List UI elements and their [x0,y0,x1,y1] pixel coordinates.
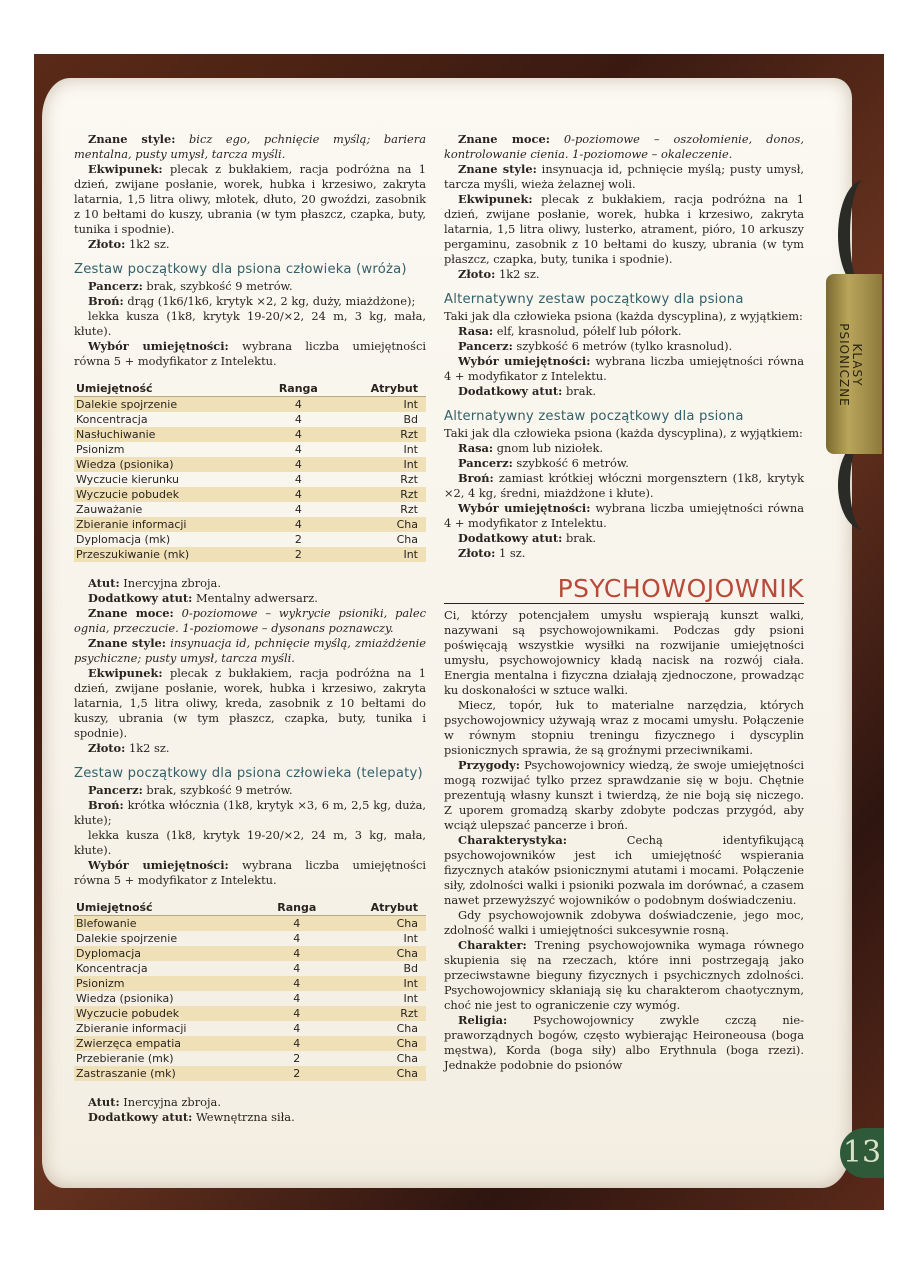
column-header: Ranga [262,900,332,916]
table-cell: Rzt [400,473,418,486]
table-cell: Zwierzęca empatia [74,1036,262,1051]
field-label: Znane style: [458,162,537,176]
table-cell: Cha [332,1066,426,1081]
table-cell: Nasłuchiwanie [74,427,264,442]
table-cell: Dyplomacja [74,946,262,961]
table-cell: Rzt [332,1006,426,1021]
section-heading: Zestaw początkowy dla psiona człowieka (telepaty) [74,766,423,781]
paragraph [444,531,804,546]
table-cell: Int [403,992,418,1005]
field-label: Złoto: [88,741,126,755]
field-value: insynuacja id, pchnięcie myślą, zmiażdżenie psychiczne; pusty umysł, tarcza myśli. [74,636,426,665]
field-label: Dodatkowy atut: [458,384,563,398]
table-cell: Zbieranie informacji [76,1022,187,1035]
field-value: wybrana liczba umiejętności równa 5 + modyfikator z Intelektu. [74,858,426,887]
table-cell: Rzt [333,427,426,442]
table-row [74,457,426,472]
table-cell: Cha [333,517,426,532]
table-cell: 4 [262,976,332,991]
left-column [74,132,426,1125]
field-label: Charakterystyka: [458,833,567,847]
paragraph [74,279,426,294]
paragraph [74,162,426,237]
paragraph [444,354,804,384]
table-cell: Psionizm [74,976,262,991]
field-value: 1k2 sz. [498,267,540,281]
paragraph [444,384,804,399]
table-cell: Przebieranie (mk) [76,1052,174,1065]
paragraph [74,1095,426,1110]
field-value: bicz ego, pchnięcie myślą; bariera mentalna, pusty umysł, tarcza myśli. [74,132,426,161]
table-row [74,1021,426,1036]
table-row [74,916,426,932]
table-cell: 2 [293,1052,301,1065]
field-value: Mentalny adwersarz. [195,591,318,605]
table-cell: Dyplomacja (mk) [76,533,171,546]
paragraph [74,741,426,756]
paragraph [444,132,804,162]
table-cell: Cha [396,1022,418,1035]
field-label: Rasa: [458,441,494,455]
field-label: Atut: [88,576,120,590]
field-value: wybrana liczba umiejętności równa 5 + modyfikator z Intelektu. [74,339,426,368]
field-label: Dodatkowy atut: [88,591,193,605]
paragraph [74,606,426,636]
field-value: Cechą identyfikującą psychowojowników jest ich umiejętność wspierania fizycznych ataków psionicznymi atutami i mocami. Połączenie siły, zdolności walki i psioniki pozwala im dorównać, a czasem nawet przewyższyć wojowników o podobnym doświadczeniu. [444,833,804,907]
table-cell: 4 [262,946,332,961]
table-cell: Dalekie spojrzenie [74,397,264,413]
section-heading: Zestaw początkowy dla psiona człowieka (wróża) [74,262,407,277]
table-cell: Zastraszanie (mk) [74,1066,262,1081]
paragraph [74,237,426,252]
paragraph [74,858,426,888]
table-cell: Wyczucie pobudek [74,487,264,502]
field-label: Dodatkowy atut: [88,1110,193,1124]
field-value: Inercyjna zbroja. [123,576,221,590]
paragraph [74,576,426,591]
field-value: 0-poziomowe – oszołomienie, donos, kontrolowanie cienia. 1-poziomowe – okaleczenie. [444,132,804,161]
field-value: wybrana liczba umiejętności równa 4 + modyfikator z Intelektu. [444,354,804,383]
class-title: PSYCHOWOJOWNIK [444,575,804,604]
field-label: Broń: [88,798,124,812]
table-cell: Dalekie spojrzenie [76,932,178,945]
table-cell: 4 [264,457,334,472]
table-cell: Int [403,443,418,456]
table-cell: Zauważanie [76,503,143,516]
table-row [74,991,426,1006]
skills-table [74,381,426,562]
column-header: Ranga [264,381,334,397]
paragraph: Miecz, topór, łuk to materialne narzędzia, których psychowojownicy używają wraz z mocami umysłu. Połączenie w równym stopniu treningu fizycznego i dyscyplin psionicznych sprawia, że są groźnymi przeciwnikami. [444,698,804,757]
field-label: Broń: [88,294,124,308]
table-cell: Cha [396,533,418,546]
paragraph [444,833,804,908]
table-cell: 4 [264,397,334,413]
table-row [74,931,426,946]
paragraph [444,501,804,531]
field-label: Wybór umiejętności: [458,501,591,515]
table-row [74,1006,426,1021]
table-cell: Cha [332,916,426,932]
field-label: Religia: [458,1013,508,1027]
table-row [74,532,426,547]
paragraph [444,192,804,267]
table-cell: 4 [262,916,332,932]
table-cell: 4 [294,473,302,486]
paragraph: lekka kusza (1k8, krytyk 19-20/×2, 24 m, 3 kg, mała, kłute). [74,309,426,338]
table-cell: 4 [264,427,334,442]
paragraph [444,546,804,561]
field-value: 1k2 sz. [128,237,170,251]
field-value: 0-poziomowe – wykrycie psioniki, palec ognia, przeczucie. 1-poziomowe – dysonans poznawczy. [74,606,426,635]
table-cell: 4 [264,517,334,532]
table-row [74,1066,426,1081]
field-label: Ekwipunek: [88,666,163,680]
field-value: Psychowojownicy wiedzą, że swoje umiejętności mogą rozwijać tylko przez sprawdzanie się w boju. Chętnie prezentują własny kunszt i twierdzą, że nie boją się niczego. Z uporem gromadzą skarby zdobyte podczas przygód, aby wciąż ulepszać pancerze i broń. [444,758,804,832]
field-label: Pancerz: [458,456,513,470]
skills-table [74,900,426,1081]
field-label: Charakter: [458,938,527,952]
paragraph [74,798,426,828]
table-cell: 2 [262,1066,332,1081]
table-cell: Int [403,932,418,945]
field-value: Inercyjna zbroja. [123,1095,221,1109]
table-cell: Rzt [400,503,418,516]
field-label: Znane style: [88,636,166,650]
table-row [74,502,426,517]
table-cell: Psionizm [76,443,125,456]
field-value: brak, szybkość 9 metrów. [146,783,293,797]
paragraph [444,456,804,471]
table-row [74,946,426,961]
field-value: gnom lub niziołek. [496,441,603,455]
paragraph: Gdy psychowojownik zdobywa doświadczenie, jego moc, zdolność walki i umiejętności sukcesywnie rosną. [444,908,804,937]
table-cell: 2 [294,533,302,546]
paragraph [444,938,804,1013]
table-cell: 4 [294,443,302,456]
table-cell: 2 [264,547,334,562]
paragraph [444,267,804,282]
field-label: Złoto: [458,267,496,281]
table-cell: 4 [293,962,301,975]
field-label: Dodatkowy atut: [458,531,563,545]
field-label: Broń: [458,471,494,485]
field-value: szybkość 6 metrów. [516,456,629,470]
field-label: Złoto: [88,237,126,251]
table-row [74,412,426,427]
field-label: Ekwipunek: [88,162,163,176]
field-value: insynuacja id, pchnięcie myślą; pusty umysł, tarcza myśli, wieża żelaznej woli. [444,162,805,191]
field-value: plecak z bukłakiem, racja podróżna na 1 dzień, zwijane posłanie, worek, hubka i krzesiwo, zakryta latarnia, 1,5 litra oliwy, lusterko, atrament, pióro, 10 arkuszy pergaminu, zasobnik z 10 bełtami do kuszy, ubrania (w tym płaszcz, czapka, buty, tunika i spodnie). [444,192,804,266]
paragraph: lekka kusza (1k8, krytyk 19-20/×2, 24 m, 3 kg, mała, kłute). [74,828,426,857]
paragraph [74,666,426,741]
table-cell: 4 [262,1006,332,1021]
paragraph [74,591,426,606]
field-label: Wybór umiejętności: [88,858,229,872]
field-value: brak. [565,531,597,545]
table-cell: Bd [403,962,418,975]
table-row [74,442,426,457]
paragraph [74,1110,426,1125]
field-value: krótka włócznia (1k8, krytyk ×3, 6 m, 2,5 kg, duża, kłute); [74,798,426,827]
table-row [74,427,426,442]
table-cell: 4 [294,503,302,516]
table-cell: Cha [332,1036,426,1051]
table-cell: Cha [332,946,426,961]
field-value: plecak z bukłakiem, racja podróżna na 1 dzień, zwijane posłanie, worek, hubka i krzesiwo, zakryta latarnia, 1,5 litra oliwy, kreda, zasobnik z 10 bełtami do kuszy, ubrania (w tym płaszcz, czapka, buty, tunika i spodnie). [74,666,427,740]
table-cell: 4 [293,992,301,1005]
page-number: 13 [840,1128,884,1178]
paragraph [444,758,804,833]
paragraph [74,783,426,798]
field-value: brak. [565,384,597,398]
table-cell: 4 [264,487,334,502]
table-cell: Int [333,457,426,472]
paragraph [444,324,804,339]
paragraph [74,132,426,162]
field-value: wybrana liczba umiejętności równa 4 + modyfikator z Intelektu. [444,501,804,530]
table-cell: 4 [262,1036,332,1051]
field-value: elf, krasnolud, półelf lub półork. [496,324,682,338]
column-header: Atrybut [333,381,426,397]
table-cell: Wyczucie kierunku [76,473,180,486]
paragraph: Taki jak dla człowieka psiona (każda dyscyplina), z wyjątkiem: [444,309,803,323]
field-label: Znane moce: [458,132,550,146]
field-label: Wybór umiejętności: [88,339,229,353]
field-value: Psychowojownicy zwykle czczą nie-praworządnych bogów, często wybierając Heironeousa (boga męstwa), Korda (boga siły) albo Erythnula (boga rzezi). Jednakże podobnie do psionów [444,1013,804,1072]
field-label: Pancerz: [88,279,143,293]
paragraph [444,339,804,354]
field-label: Złoto: [458,546,496,560]
field-value: brak, szybkość 9 metrów. [146,279,293,293]
field-value: 1k2 sz. [128,741,170,755]
table-cell: 4 [293,1022,301,1035]
paragraph: Ci, którzy potencjałem umysłu wspierają kunszt walki, nazywani są psychowojownikami. Podczas gdy psioni poświęcają wszystkie wysiłki na rozwijanie umiejętności umysłu, psychowojownicy kładą nacisk na rozwój ciała. Energia mentalna i fizyczna działają zjednoczone, prowadząc ku doskonałości w sztuce walki. [444,608,804,697]
table-cell: Koncentracja [76,962,148,975]
field-label: Pancerz: [458,339,513,353]
paragraph [74,294,426,309]
field-label: Znane moce: [88,606,174,620]
field-value: szybkość 6 metrów (tylko krasnolud). [516,339,733,353]
field-value: 1 sz. [498,546,526,560]
table-row [74,547,426,562]
field-label: Przygody: [458,758,521,772]
chapter-tab-label: KLASY PSIONICZNE [837,323,864,407]
column-header: Umiejętność [74,381,264,397]
table-cell: Bd [403,413,418,426]
field-value: zamiast krótkiej włóczni morgensztern (1k8, krytyk ×2, 4 kg, średni, miażdżone i kłute). [444,471,804,500]
table-row [74,976,426,991]
paragraph [444,1013,804,1073]
field-value: plecak z bukłakiem, racja podróżna na 1 dzień, zwijane posłanie, worek, hubka i krzesiwo, zakryta latarnia, 1,5 litra oliwy, młotek, dłuto, 20 gwoździ, zasobnik z 10 bełtami do kuszy, ubrania (w tym płaszcz, czapka, buty, tunika i spodnie). [74,162,427,236]
table-row [74,1036,426,1051]
table-cell: Cha [396,1052,418,1065]
table-row [74,961,426,976]
table-row [74,1051,426,1066]
field-label: Pancerz: [88,783,143,797]
table-cell: Blefowanie [74,916,262,932]
field-label: Rasa: [458,324,494,338]
paragraph [444,162,804,192]
table-row [74,517,426,532]
column-header: Atrybut [332,900,426,916]
section-heading: Alternatywny zestaw początkowy dla psiona [444,409,744,424]
table-cell: 4 [294,413,302,426]
field-label: Znane style: [88,132,176,146]
paragraph: Taki jak dla człowieka psiona (każda dyscyplina), z wyjątkiem: [444,426,803,440]
field-label: Wybór umiejętności: [458,354,591,368]
table-cell: Wiedza (psionika) [74,457,264,472]
table-cell: Wiedza (psionika) [76,992,174,1005]
table-cell: Rzt [333,487,426,502]
table-cell: Przeszukiwanie (mk) [74,547,264,562]
field-label: Ekwipunek: [458,192,533,206]
field-label: Atut: [88,1095,120,1109]
table-cell: Int [333,547,426,562]
table-cell: Int [332,976,426,991]
right-column [444,132,804,1073]
table-row [74,472,426,487]
paragraph [74,636,426,666]
table-cell: Koncentracja [76,413,148,426]
field-value: Wewnętrzna siła. [195,1110,295,1124]
column-header: Umiejętność [74,900,262,916]
paragraph [444,471,804,501]
table-row [74,487,426,502]
table-cell: 4 [293,932,301,945]
paragraph [444,441,804,456]
field-value: drąg (1k6/1k6, krytyk ×2, 2 kg, duży, miażdżone); [127,294,416,308]
table-cell: Wyczucie pobudek [74,1006,262,1021]
table-cell: Zbieranie informacji [74,517,264,532]
field-value: Trening psychowojownika wymaga równego skupienia się na rzeczach, które inni postrzegają jako przeciwstawne bieguny fizycznych i psychicznych zdolności. Psychowojownicy skłaniają się ku charakterom chaotycznym, choć nie jest to ograniczenie czy wymóg. [444,938,804,1012]
table-cell: Int [333,397,426,413]
section-heading: Alternatywny zestaw początkowy dla psiona [444,292,744,307]
table-row [74,397,426,413]
paragraph [74,339,426,369]
